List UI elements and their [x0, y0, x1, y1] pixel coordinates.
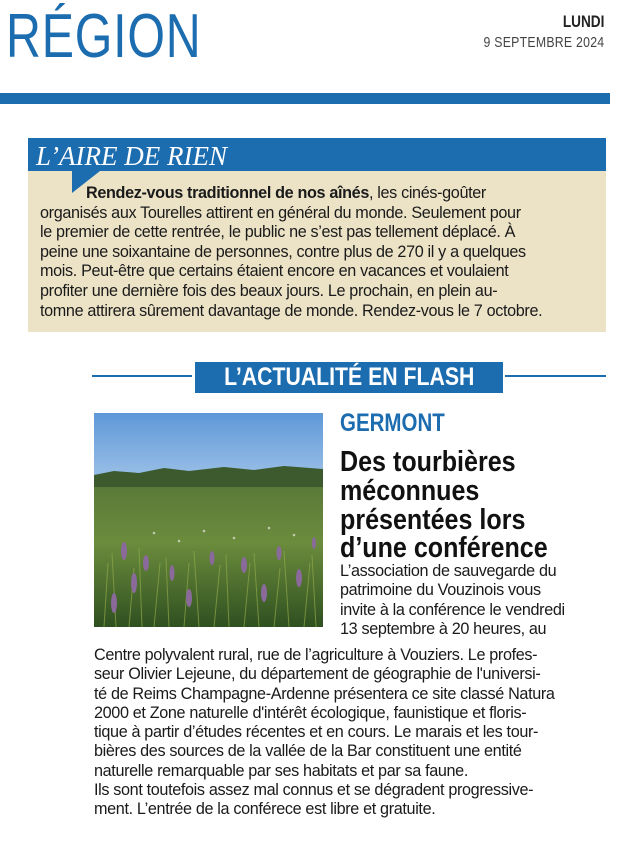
body-line: naturelle remarquable par ses habitats et par sa faune. — [94, 761, 468, 780]
aire-line: , les cinés-goûter — [368, 184, 486, 202]
date-label: 9 SEPTEMBRE 2024 — [483, 34, 604, 51]
day-label: LUNDI — [562, 12, 604, 31]
article-body-right — [340, 562, 602, 639]
aire-line: mois. Peut-être que certains étaient encore en vacances et voulaient — [40, 262, 509, 281]
aire-title: L’AIRE DE RIEN — [36, 141, 227, 171]
flash-section-label — [195, 362, 503, 393]
article-body-full — [94, 646, 606, 820]
aire-line: profiter une dernière fois des beaux jours. Le prochain, en plein au- — [40, 281, 498, 300]
body-line: Centre polyvalent rural, rue de l’agriculture à Vouziers. Le profes- — [94, 646, 538, 664]
aire-line: tomne attirera sûrement davantage de monde. Rendez-vous le 7 octobre. — [40, 301, 543, 320]
peat-bog-photo — [94, 413, 323, 627]
date-block — [457, 12, 604, 51]
flash-rule-right — [505, 375, 606, 377]
aire-de-rien-box — [28, 138, 606, 332]
body-line: invite à la conférence le vendredi — [340, 600, 565, 619]
body-line: 2000 et Zone naturelle d'intérêt écologique, faunistique et floris- — [94, 703, 527, 722]
aire-lead: Rendez-vous traditionnel de nos aînés — [86, 184, 369, 202]
body-line: seur Olivier Lejeune, du département de géographie de l'universi- — [94, 665, 541, 684]
headline-line: présentées lors — [340, 503, 526, 536]
aire-title-band — [28, 138, 606, 171]
body-line: Ils sont toutefois assez mal connus et se dégradent progressive- — [94, 781, 534, 800]
body-line: bières des sources de la vallée de la Bar constituent une entité — [94, 742, 522, 761]
header-rule — [0, 93, 610, 104]
body-line: 13 septembre à 20 heures, au — [340, 619, 547, 638]
body-line: L’association de sauvegarde du — [340, 562, 557, 580]
flash-rule-left — [92, 375, 192, 377]
body-line: té de Reims Champagne-Ardenne présentera ce site classé Natura — [94, 684, 555, 703]
body-line: patrimoine du Vouzinois vous — [340, 581, 541, 600]
body-line: ment. L’entrée de la conférece est libre et gratuite. — [94, 800, 436, 819]
headline-line: Des tourbières — [340, 446, 516, 478]
aire-line: le premier de cette rentrée, le public ne s’est pas tellement déplacé. À — [40, 223, 516, 242]
aire-line: organisés aux Tourelles attirent en général du monde. Seulement pour — [40, 203, 521, 222]
headline-line: méconnues — [340, 474, 480, 507]
headline-line: d’une conférence — [340, 532, 548, 565]
flash-label-text: L’ACTUALITÉ EN FLASH — [223, 363, 475, 391]
article-headline — [340, 448, 604, 563]
article-kicker: GERMONT — [340, 409, 445, 437]
aire-text — [40, 184, 598, 321]
section-title: RÉGION — [6, 2, 202, 71]
body-line: tique à partir d’études récentes et en cours. Le marais et les tour- — [94, 723, 539, 742]
aire-line: peine une soixantaine de personnes, contre plus de 270 il y a quelques — [40, 242, 526, 261]
